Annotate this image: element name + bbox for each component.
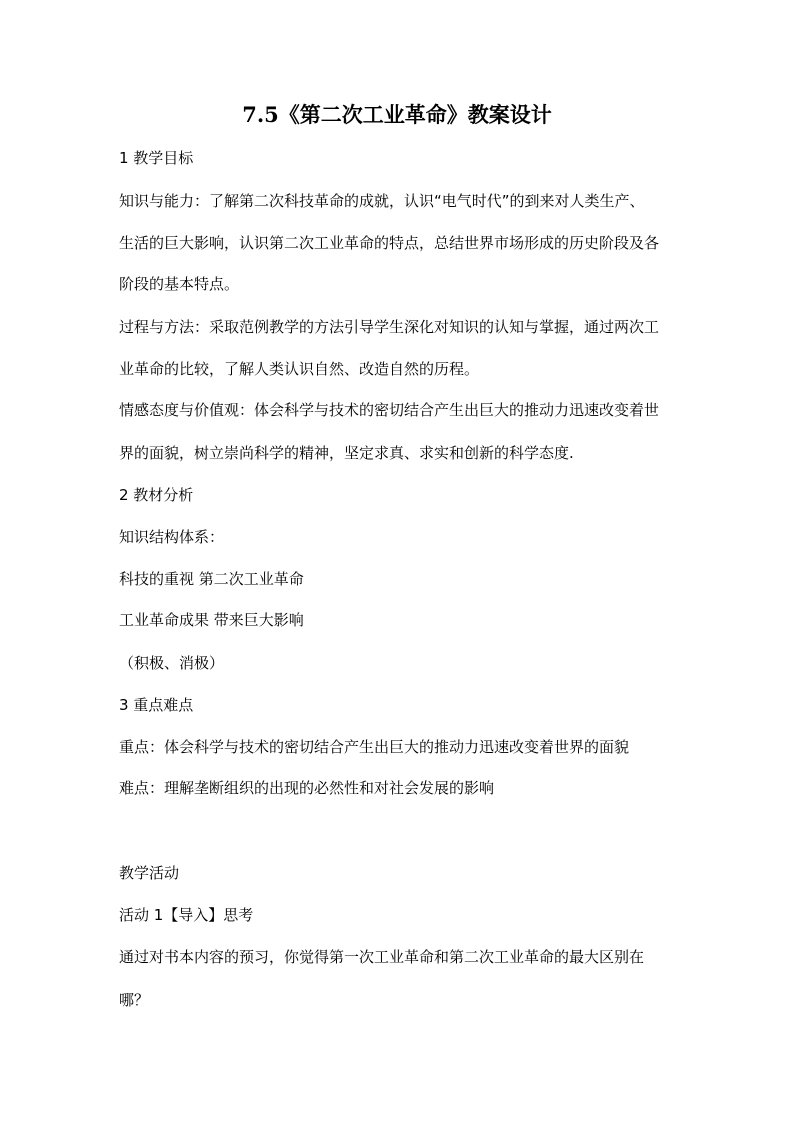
- paragraph-line: 界的面貌，树立崇尚科学的精神，坚定求真、求实和创新的科学态度.: [119, 444, 574, 462]
- section-heading-activities: 教学活动: [119, 864, 180, 882]
- paragraph-line: 生活的巨大影响，认识第二次工业革命的特点，总结世界市场形成的历史阶段及各: [119, 234, 660, 252]
- paragraph-line: 工业革命成果 带来巨大影响: [119, 611, 304, 629]
- paragraph-line: 知识结构体系：: [119, 528, 225, 546]
- paragraph-line: 阶段的基本特点。: [119, 275, 240, 293]
- paragraph-line: （积极、消极）: [119, 654, 225, 672]
- paragraph-line: 难点：理解垄断组织的出现的必然性和对社会发展的影响: [119, 779, 495, 797]
- section-heading-key-points: 3 重点难点: [119, 696, 194, 714]
- paragraph-line: 过程与方法：采取范例教学的方法引导学生深化对知识的认知与掌握，通过两次工: [119, 318, 660, 336]
- paragraph-line: 哪？: [119, 991, 150, 1009]
- paragraph-line: 情感态度与价值观：体会科学与技术的密切结合产生出巨大的推动力迅速改变着世: [119, 401, 660, 419]
- section-heading-objectives: 1 教学目标: [119, 149, 194, 167]
- paragraph-line: 科技的重视 第二次工业革命: [119, 570, 304, 588]
- section-heading-analysis: 2 教材分析: [119, 486, 194, 504]
- paragraph-line: 通过对书本内容的预习，你觉得第一次工业革命和第二次工业革命的最大区别在: [119, 948, 645, 966]
- paragraph-line: 重点：体会科学与技术的密切结合产生出巨大的推动力迅速改变着世界的面貌: [119, 738, 630, 756]
- paragraph-line: 知识与能力：了解第二次科技革命的成就，认识“电气时代”的到来对人类生产、: [119, 192, 645, 210]
- document-title: 7.5《第二次工业革命》教案设计: [242, 102, 552, 127]
- activity-heading: 活动 1【导入】思考: [119, 906, 254, 924]
- paragraph-line: 业革命的比较，了解人类认识自然、改造自然的历程。: [119, 360, 480, 378]
